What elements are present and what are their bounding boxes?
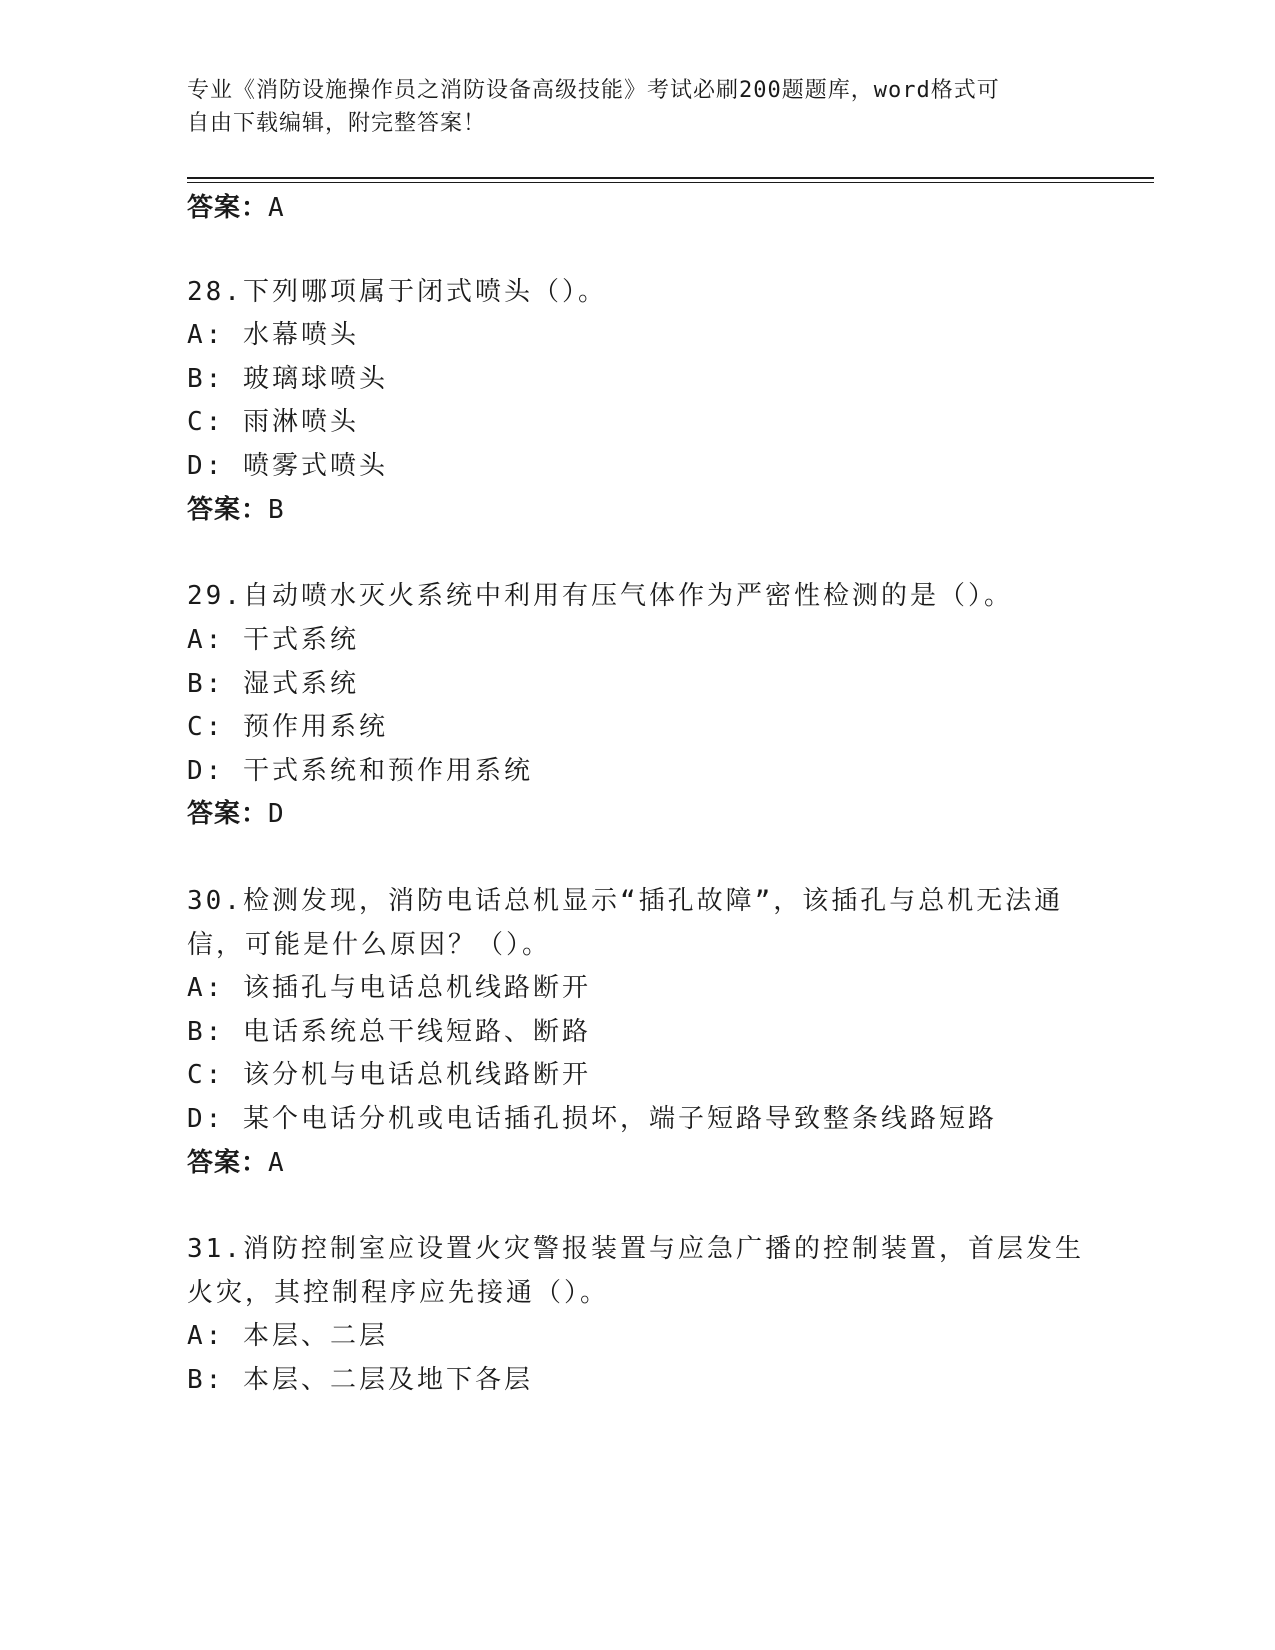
- question-31-stem-line-2: 火灾，其控制程序应先接通（）。: [187, 1278, 610, 1308]
- header-divider-thin: [187, 182, 1154, 183]
- question-28-option-a: A: 水幕喷头: [187, 320, 359, 350]
- question-30-option-c: C: 该分机与电话总机线路断开: [187, 1060, 591, 1090]
- question-29-option-b: B: 湿式系统: [187, 669, 359, 699]
- answer-label: 答案：: [187, 799, 269, 829]
- question-28-stem: 28.下列哪项属于闭式喷头（）。: [187, 277, 607, 307]
- document-header: [187, 74, 1087, 140]
- answer-label: 答案：: [187, 1148, 269, 1178]
- question-30-answer: [187, 1146, 285, 1180]
- answer-value: B: [268, 495, 285, 525]
- question-31-option-b: B: 本层、二层及地下各层: [187, 1365, 533, 1395]
- question-30-stem-line-1: 30.检测发现，消防电话总机显示“插孔故障”，该插孔与总机无法通: [187, 886, 1064, 916]
- answer-line: [187, 191, 285, 225]
- answer-value: A: [268, 1148, 285, 1178]
- question-29-stem: 29.自动喷水灭火系统中利用有压气体作为严密性检测的是（）。: [187, 581, 1013, 611]
- answer-value: D: [268, 799, 285, 829]
- question-30-stem-line-2: 信，可能是什么原因？（）。: [187, 930, 552, 960]
- header-line-2: 自由下载编辑，附完整答案！: [187, 111, 487, 136]
- header-line-1: 专业《消防设施操作员之消防设备高级技能》考试必刷200题题库，word格式可: [187, 78, 1000, 103]
- question-28-option-b: B: 玻璃球喷头: [187, 364, 388, 394]
- question-29-option-c: C: 预作用系统: [187, 712, 388, 742]
- question-30-option-d: D: 某个电话分机或电话插孔损坏，端子短路导致整条线路短路: [187, 1104, 997, 1134]
- question-29-option-d: D: 干式系统和预作用系统: [187, 756, 533, 786]
- question-28-option-d: D: 喷雾式喷头: [187, 451, 388, 481]
- question-31-stem-line-1: 31.消防控制室应设置火灾警报装置与应急广播的控制装置，首层发生: [187, 1234, 1084, 1264]
- question-29-answer: [187, 797, 285, 831]
- question-31-option-a: A: 本层、二层: [187, 1321, 388, 1351]
- question-30-option-a: A: 该插孔与电话总机线路断开: [187, 973, 591, 1003]
- answer-value: A: [268, 193, 285, 223]
- answer-label: 答案：: [187, 495, 269, 525]
- question-28-answer: [187, 493, 285, 527]
- question-30-option-b: B: 电话系统总干线短路、断路: [187, 1017, 591, 1047]
- header-divider-thick: [187, 177, 1154, 179]
- question-29-option-a: A: 干式系统: [187, 625, 359, 655]
- answer-label: 答案：: [187, 193, 269, 223]
- question-28-option-c: C: 雨淋喷头: [187, 407, 359, 437]
